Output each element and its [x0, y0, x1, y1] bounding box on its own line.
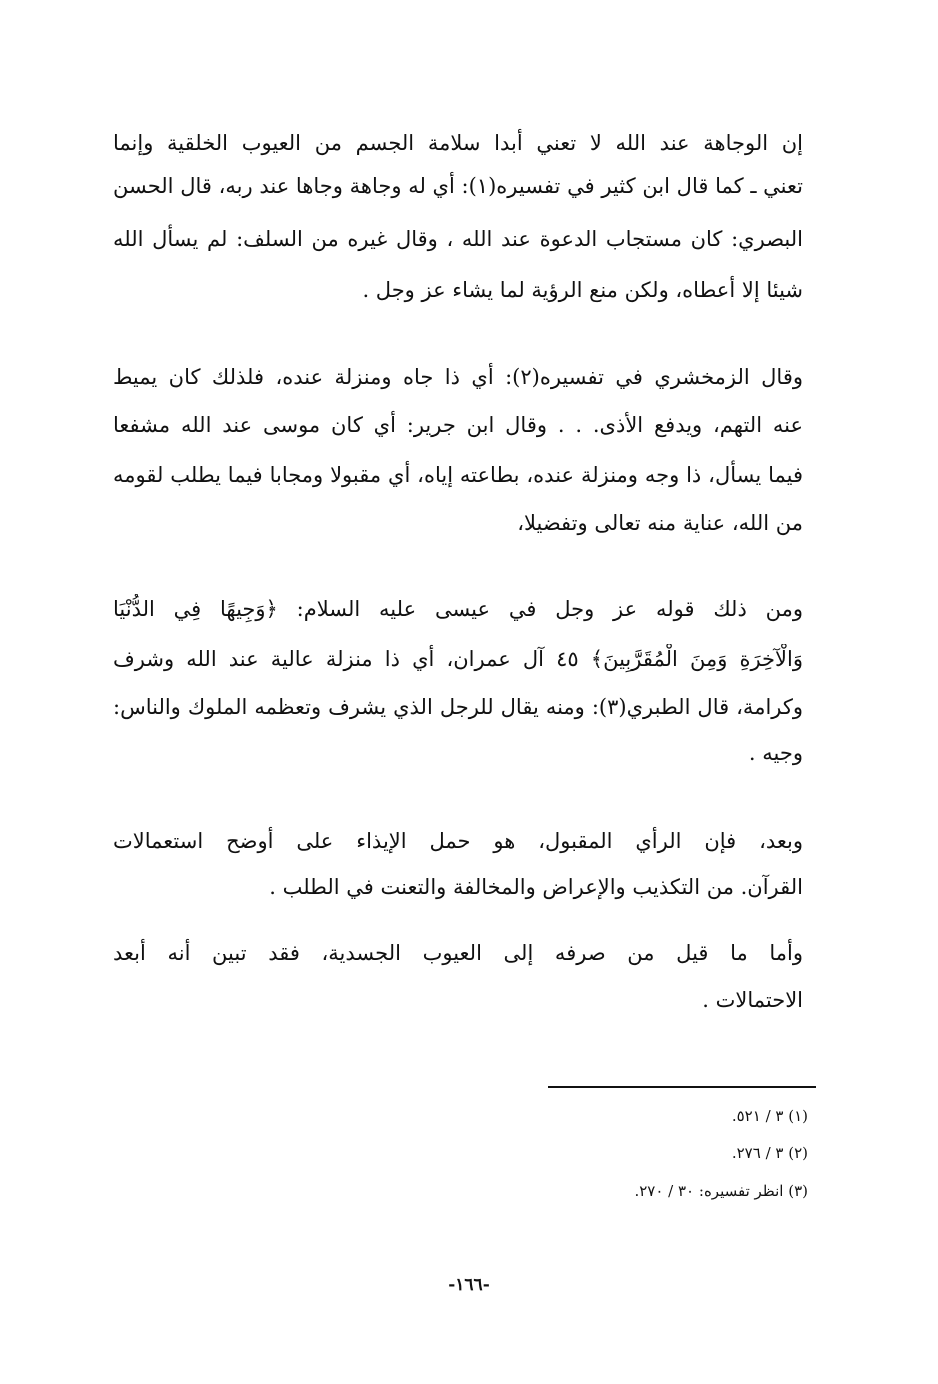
body-text-line: ومن ذلك قوله عز وجل في عيسى عليه السلام: ﴿وَجِيهًا فِي الدُّنْيَا: [113, 597, 803, 621]
body-text-line: وجيه .: [748, 741, 803, 765]
footnote: (١) ٣ / ٥٢١.: [731, 1107, 808, 1125]
body-text-line: البصري: كان مستجاب الدعوة عند الله ، وقال غيره من السلف: لم يسأل الله: [113, 227, 803, 251]
body-text-line: شيئا إلا أعطاه، ولكن منع الرؤية لما يشاء عز وجل .: [362, 278, 803, 302]
body-text-line: تعني ـ كما قال ابن كثير في تفسيره(١): أي له وجاهة وجاها عند ربه، قال الحسن: [113, 174, 803, 198]
body-text-line: وبعد، فإن الرأي المقبول، هو حمل الإيذاء على أوضح استعمالات: [113, 829, 803, 853]
body-text-line: وقال الزمخشري في تفسيره(٢): أي ذا جاه ومنزلة عنده، فلذلك كان يميط: [113, 365, 803, 389]
body-text-line: إن الوجاهة عند الله لا تعني أبدا سلامة الجسم من العيوب الخلقية وإنما: [113, 131, 803, 155]
body-text-line: وكرامة، قال الطبري(٣): ومنه يقال للرجل الذي يشرف وتعظمه الملوك والناس:: [113, 695, 803, 719]
footnote: (٣) انظر تفسيره: ٣٠ / ٢٧٠.: [634, 1182, 808, 1200]
footnote-separator: [548, 1086, 816, 1088]
body-text-line: القرآن. من التكذيب والإعراض والمخالفة والتعنت في الطلب .: [269, 875, 803, 899]
body-text-line: عنه التهم، ويدفع الأذى. . . وقال ابن جرير: أي كان موسى عند الله مشفعا: [113, 413, 803, 437]
body-text-line: وَالْآخِرَةِ وَمِنَ الْمُقَرَّبِينَ﴾ ٤٥ آل عمران، أي ذا منزلة عالية عند الله وشرف: [113, 647, 803, 671]
body-text-line: من الله، عناية منه تعالى وتفضيلا،: [517, 511, 803, 535]
footnote: (٢) ٣ / ٢٧٦.: [731, 1144, 808, 1162]
page-number: -١٦٦-: [448, 1275, 490, 1295]
body-text-line: الاحتمالات .: [702, 988, 803, 1012]
body-text-line: وأما ما قيل من صرفه إلى العيوب الجسدية، فقد تبين أنه أبعد: [113, 941, 803, 965]
body-text-line: فيما يسأل، ذا وجه ومنزلة عنده، بطاعته إياه، أي مقبولا ومجابا فيما يطلب لقومه: [113, 463, 803, 487]
